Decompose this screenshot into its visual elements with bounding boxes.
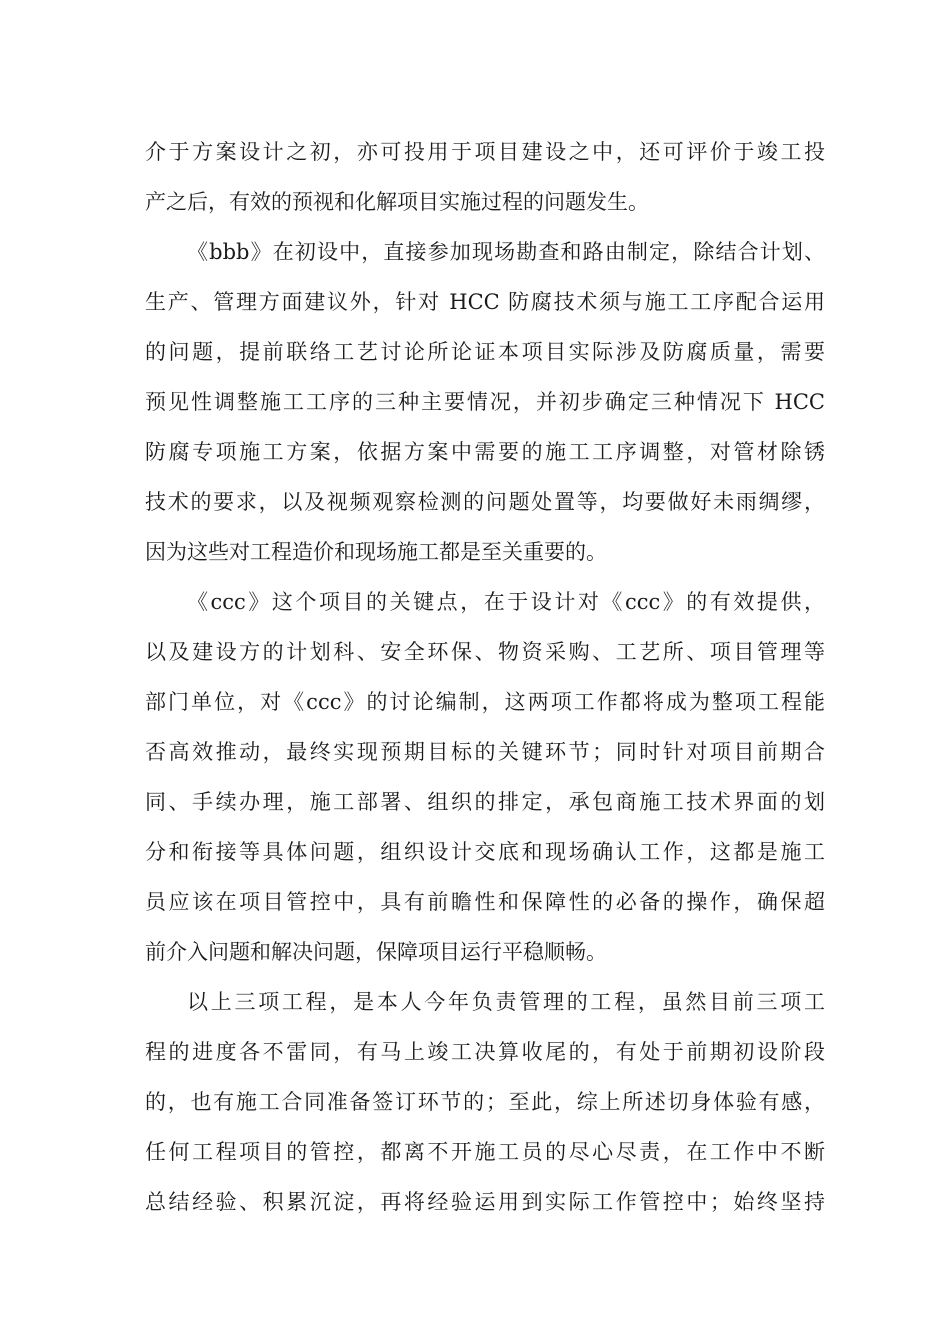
text-line: 的问题，提前联络工艺讨论所论证本项目实际涉及防腐质量，需要 <box>145 340 825 364</box>
text-line: 以及建设方的计划科、安全环保、物资采购、工艺所、项目管理等 <box>145 640 825 664</box>
text-line: 前介入问题和解决问题，保障项目运行平稳顺畅。 <box>145 940 607 964</box>
body-text <box>145 132 825 1232</box>
text-line: 因为这些对工程造价和现场施工都是至关重要的。 <box>145 540 607 564</box>
text-line: 《ccc》这个项目的关键点，在于设计对《ccc》的有效提供， <box>187 590 825 614</box>
text-line: 预见性调整施工工序的三种主要情况，并初步确定三种情况下 HCC <box>145 390 825 414</box>
document-page <box>145 132 825 1232</box>
text-line: 产之后，有效的预视和化解项目实施过程的问题发生。 <box>145 190 649 214</box>
text-line: 《bbb》在初设中，直接参加现场勘查和路由制定，除结合计划、 <box>187 240 825 264</box>
text-line: 防腐专项施工方案，依据方案中需要的施工工序调整，对管材除锈 <box>145 440 825 464</box>
text-line: 任何工程项目的管控，都离不开施工员的尽心尽责，在工作中不断 <box>145 1140 825 1164</box>
text-line: 生产、管理方面建议外，针对 HCC 防腐技术须与施工工序配合运用 <box>145 290 825 314</box>
text-line: 以上三项工程，是本人今年负责管理的工程，虽然目前三项工 <box>187 990 825 1014</box>
text-line: 分和衔接等具体问题，组织设计交底和现场确认工作，这都是施工 <box>145 840 825 864</box>
text-line: 介于方案设计之初，亦可投用于项目建设之中，还可评价于竣工投 <box>145 140 825 164</box>
text-line: 员应该在项目管控中，具有前瞻性和保障性的必备的操作，确保超 <box>145 890 825 914</box>
text-line: 技术的要求，以及视频观察检测的问题处置等，均要做好未雨绸缪， <box>145 490 825 514</box>
text-line: 否高效推动，最终实现预期目标的关键环节；同时针对项目前期合 <box>145 740 825 764</box>
text-line: 同、手续办理，施工部署、组织的排定，承包商施工技术界面的划 <box>145 790 825 814</box>
text-line: 总结经验、积累沉淀，再将经验运用到实际工作管控中；始终坚持 <box>145 1190 825 1214</box>
text-line: 部门单位，对《ccc》的讨论编制，这两项工作都将成为整项工程能 <box>145 690 825 714</box>
text-line: 程的进度各不雷同，有马上竣工决算收尾的，有处于前期初设阶段 <box>145 1040 825 1064</box>
text-line: 的，也有施工合同准备签订环节的；至此，综上所述切身体验有感， <box>145 1090 825 1114</box>
